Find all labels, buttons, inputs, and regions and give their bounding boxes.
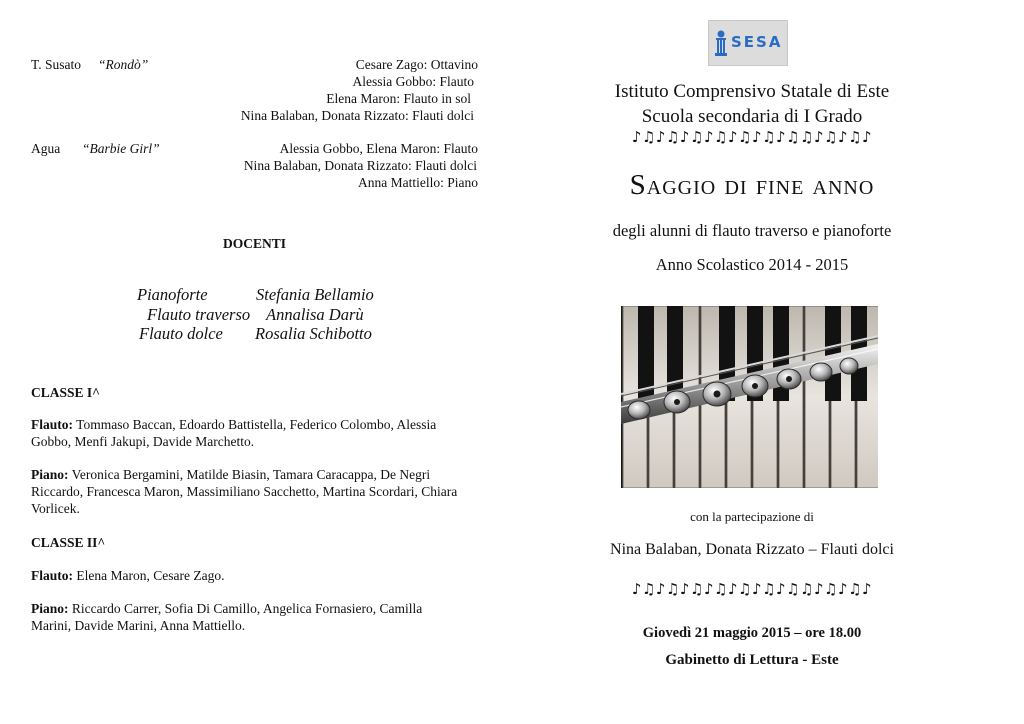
event-date-time: Giovedì 21 maggio 2015 – ore 18.00 (642, 625, 862, 641)
program-composer: Agua (31, 141, 61, 156)
class-group (31, 600, 431, 634)
class-group (31, 466, 471, 517)
participation-intro: con la partecipazione di (690, 509, 814, 524)
program-performer: Elena Maron: Flauto in sol (326, 91, 471, 106)
school-year: Anno Scolastico 2014 - 2015 (655, 255, 849, 274)
class-group (31, 567, 471, 584)
class-heading: CLASSE I^ (31, 385, 100, 400)
class-heading: CLASSE II^ (31, 535, 106, 550)
participants: Nina Balaban, Donata Rizzato – Flauti dolci (610, 541, 894, 558)
event-venue: Gabinetto di Lettura - Este (665, 652, 839, 668)
group-label: Piano: (31, 601, 69, 616)
program-title: “Barbie Girl” (82, 141, 160, 156)
docente-instrument: Pianoforte (137, 285, 208, 304)
program-performer: Alessia Gobbo: Flauto (352, 74, 474, 89)
docente-name: Annalisa Darù (266, 305, 364, 324)
sesa-logo (708, 20, 788, 66)
school-level: Scuola secondaria di I Grado (641, 106, 863, 127)
logo-text: SESA (731, 33, 783, 51)
program-composer: T. Susato (31, 57, 81, 72)
group-label: Piano: (31, 467, 69, 482)
column-icon (715, 30, 727, 56)
group-names: Elena Maron, Cesare Zago. (76, 568, 225, 583)
flute-on-piano-image (621, 306, 878, 488)
docenti-heading: DOCENTI (223, 236, 287, 251)
program-performer: Alessia Gobbo, Elena Maron: Flauto (279, 141, 478, 156)
class-group (31, 416, 471, 450)
group-label: Flauto: (31, 417, 73, 432)
program-performer: Cesare Zago: Ottavino (355, 57, 478, 72)
program-title: “Rondò” (98, 57, 149, 72)
group-names: Tommaso Baccan, Edoardo Battistella, Federico Colombo, Alessia Gobbo, Menfi Jakupi, Davide Marchetto. (31, 417, 437, 449)
main-title: Saggio di fine anno (629, 169, 875, 201)
program-performer: Anna Mattiello: Piano (358, 175, 478, 190)
docente-name: Rosalia Schibotto (255, 324, 372, 343)
music-notes-divider: ♪♫♪♫♪♫♪♫♪♫♪♫♪♫♫♪♫♪♫♪ (631, 128, 873, 146)
docente-name: Stefania Bellamio (256, 285, 374, 304)
group-label: Flauto: (31, 568, 73, 583)
subtitle: degli alunni di flauto traverso e pianoforte (612, 221, 892, 240)
program-performer: Nina Balaban, Donata Rizzato: Flauti dolci (243, 158, 477, 173)
music-notes-divider: ♪♫♪♫♪♫♪♫♪♫♪♫♪♫♫♪♫♪♫♪ (631, 580, 873, 598)
docente-instrument: Flauto traverso (147, 305, 251, 324)
group-names: Veronica Bergamini, Matilde Biasin, Tamara Caracappa, De Negri Riccardo, Francesca Maron, Massimiliano Sacchetto, Martina Scordari, Chiara Vorlicek. (31, 467, 458, 516)
flute-piano-photo (621, 306, 878, 488)
group-names: Riccardo Carrer, Sofia Di Camillo, Angelica Fornasiero, Camilla Marini, Davide Marini, Anna Mattiello. (31, 601, 423, 633)
docente-instrument: Flauto dolce (139, 324, 223, 343)
program-performer: Nina Balaban, Donata Rizzato: Flauti dolci (240, 108, 474, 123)
school-name: Istituto Comprensivo Statale di Este (614, 81, 890, 102)
